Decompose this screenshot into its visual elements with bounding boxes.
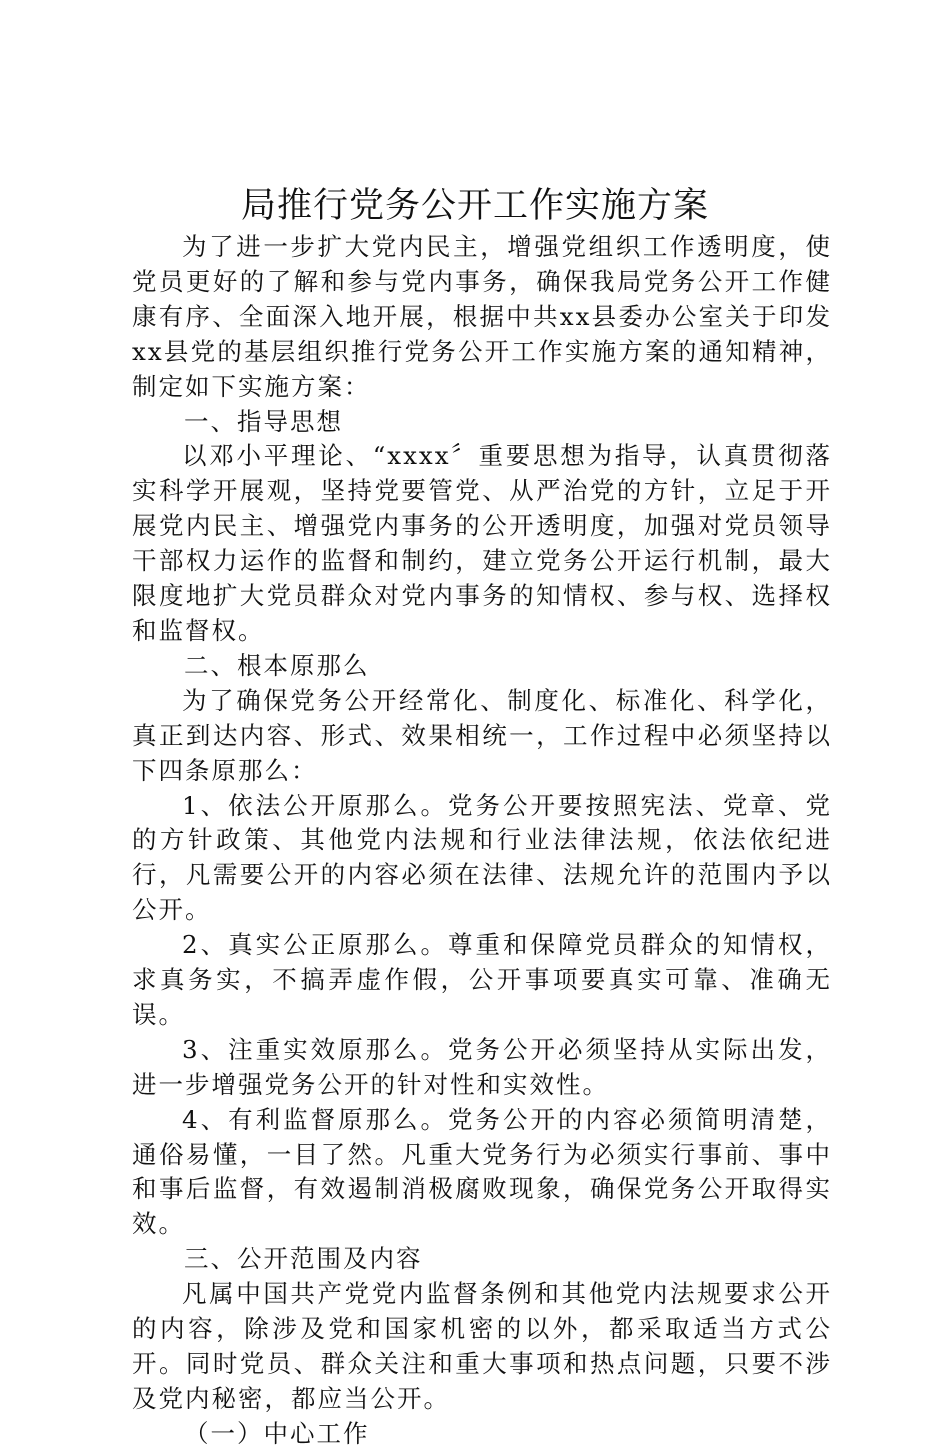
subsection-heading-central-work: （一）中心工作 <box>184 1418 370 1448</box>
scope-content-paragraph: 凡属中国共产党党内监督条例和其他党内法规要求公开的内容，除涉及党和国家机密的以外，都采取适当方式公开。同时党员、群众关注和重大事项和热点问题，只要不涉及党内秘密，都应当公开。 <box>132 1279 832 1413</box>
section-heading-guiding-ideology: 一、指导思想 <box>184 406 343 436</box>
principle-3-paragraph: 3、注重实效原那么。党务公开必须坚持从实际出发，进一步增强党务公开的针对性和实效性。 <box>132 1034 832 1099</box>
section-heading-basic-principles: 二、根本原那么 <box>184 650 370 680</box>
document-title: 局推行党务公开工作实施方案 <box>240 186 709 226</box>
document-body <box>132 230 832 1452</box>
principle-1-paragraph: 1、依法公开原那么。党务公开要按照宪法、党章、党的方针政策、其他党内法规和行业法律法规，依法依纪进行，凡需要公开的内容必须在法律、法规允许的范围内予以公开。 <box>132 790 832 925</box>
principle-2-paragraph: 2、真实公正原那么。尊重和保障党员群众的知情权，求真务实，不搞弄虚作假，公开事项要真实可靠、准确无误。 <box>132 930 832 1029</box>
principles-intro-paragraph: 为了确保党务公开经常化、制度化、标准化、科学化，真正到达内容、形式、效果相统一，工作过程中必须坚持以下四条原那么： <box>132 685 832 785</box>
principle-4-paragraph: 4、有利监督原那么。党务公开的内容必须简明清楚，通俗易懂，一目了然。凡重大党务行为必须实行事前、事中和事后监督，有效遏制消极腐败现象，确保党务公开取得实效。 <box>132 1104 832 1239</box>
guiding-ideology-paragraph: 以邓小平理论、“xxxx〞重要思想为指导，认真贯彻落实科学开展观，坚持党要管党、从严治党的方针，立足于开展党内民主、增强党内事务的公开透明度，加强对党员领导干部权力运作的监督和制约，建立党务公开运行机制，最大限度地扩大党员群众对党内事务的知情权、参与权、选择权和监督权。 <box>132 441 832 645</box>
intro-paragraph: 为了进一步扩大党内民主，增强党组织工作透明度，使党员更好的了解和参与党内事务，确保我局党务公开工作健康有序、全面深入地开展，根据中共xx县委办公室关于印发xx县党的基层组织推行党务公开工作实施方案的通知精神，制定如下实施方案： <box>132 232 832 401</box>
section-heading-scope-content: 三、公开范围及内容 <box>184 1244 423 1274</box>
